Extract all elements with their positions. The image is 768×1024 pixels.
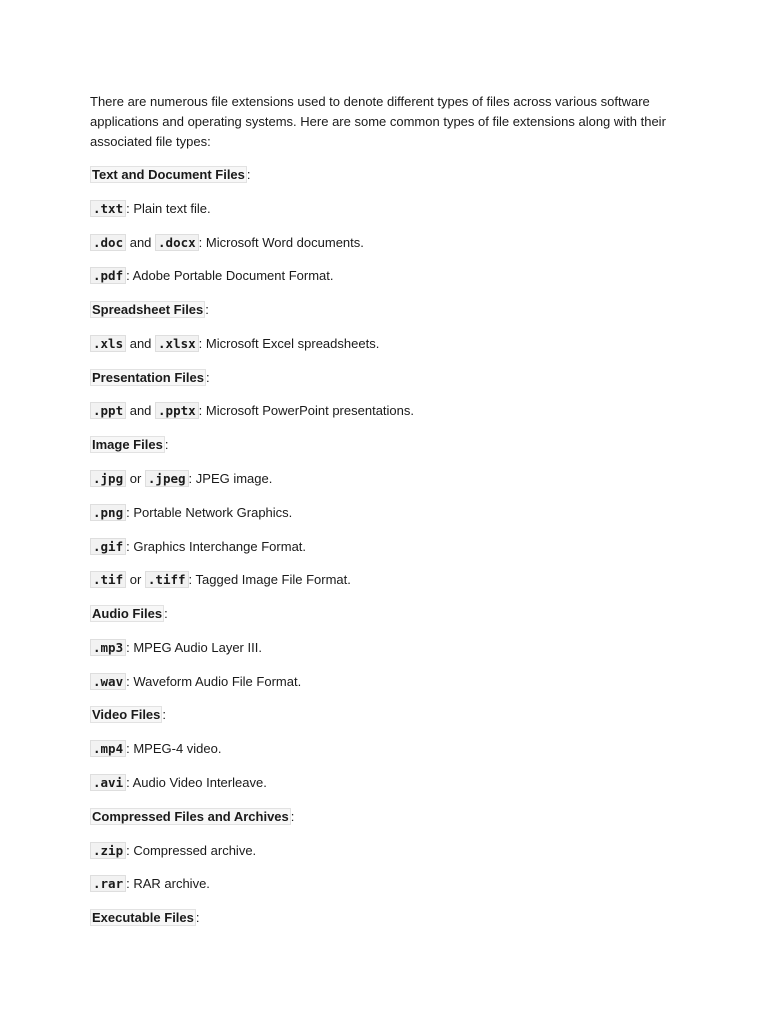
section-heading-audio: Audio Files : [92,606,168,621]
extension-code: .doc [90,234,126,251]
extension-description: : MPEG-4 video. [126,741,222,756]
extension-code: .tif [90,571,126,588]
list-item-jpg: .jpg or .jpeg : JPEG image. [90,470,272,488]
extension-code: .pdf [90,267,126,284]
extension-code: .mp4 [90,740,126,757]
extension-description: : RAR archive. [126,876,210,891]
extension-code: .zip [90,842,126,859]
extension-code: .mp3 [90,639,126,656]
list-item-gif [90,538,306,556]
extension-code: .png [90,504,126,521]
section-heading-compressed: Compressed Files and Archives : [92,809,295,824]
heading-label: Image Files [92,437,163,452]
extension-code: .ppt [90,402,126,419]
section-heading-image: Image Files : [92,437,169,452]
extension-code: .avi [90,774,126,791]
extension-description: : Audio Video Interleave. [126,775,267,790]
heading-label: Text and Document Files [92,167,245,182]
list-item-wav [90,673,301,691]
heading-label: Video Files [92,707,161,722]
extension-code: .xlsx [155,335,199,352]
extension-description: : Compressed archive. [126,843,257,858]
extension-description: : Microsoft Word documents. [198,235,364,250]
extension-code: .xls [90,335,126,352]
extension-description: : Microsoft Excel spreadsheets. [198,336,380,351]
heading-label: Audio Files [92,606,163,621]
extension-description: : MPEG Audio Layer III. [126,640,262,655]
list-item-avi [90,774,267,792]
list-item-tif: .tif or .tiff : Tagged Image File Format. [90,571,351,589]
extension-description: : Microsoft PowerPoint presentations. [198,403,414,418]
extension-code: .txt [90,200,126,217]
extension-code: .gif [90,538,126,555]
section-heading-spreadsheet: Spreadsheet Files : [92,302,209,317]
list-item-mp4 [90,740,221,758]
extension-description: : Plain text file. [126,201,211,216]
list-item-png [90,504,292,522]
list-item-txt [90,200,211,218]
extension-code: .jpeg [145,470,189,487]
heading-label: Executable Files [92,910,194,925]
extension-code: .jpg [90,470,126,487]
extension-code: .pptx [155,402,199,419]
list-item-pdf [90,267,334,285]
list-item-mp3 [90,639,262,657]
list-item-doc: .doc and .docx : Microsoft Word documents. [90,234,364,252]
intro-paragraph: There are numerous file extensions used to denote different types of files across various software applications and operating systems. Here are some common types of file extensions along with their associated file types: [90,94,666,149]
list-item-ppt: .ppt and .pptx : Microsoft PowerPoint presentations. [90,402,414,420]
extension-code: .wav [90,673,126,690]
heading-label: Spreadsheet Files [92,302,204,317]
extension-description: : JPEG image. [188,471,273,486]
section-heading-text-documents: Text and Document Files : [92,167,251,182]
extension-description: : Adobe Portable Document Format. [126,268,334,283]
heading-label: Presentation Files [92,370,204,385]
list-item-rar [90,875,210,893]
extension-description: : Portable Network Graphics. [126,505,293,520]
extension-code: .rar [90,875,126,892]
section-heading-presentation: Presentation Files : [92,370,210,385]
section-heading-executable: Executable Files : [92,910,200,925]
extension-description: : Waveform Audio File Format. [126,674,302,689]
list-item-xls: .xls and .xlsx : Microsoft Excel spreadsheets. [90,335,379,353]
extension-description: : Graphics Interchange Format. [126,539,307,554]
extension-code: .docx [155,234,199,251]
heading-label: Compressed Files and Archives [92,809,289,824]
section-heading-video: Video Files : [92,707,167,722]
list-item-zip [90,842,256,860]
extension-description: : Tagged Image File Format. [188,572,351,587]
extension-code: .tiff [145,571,189,588]
